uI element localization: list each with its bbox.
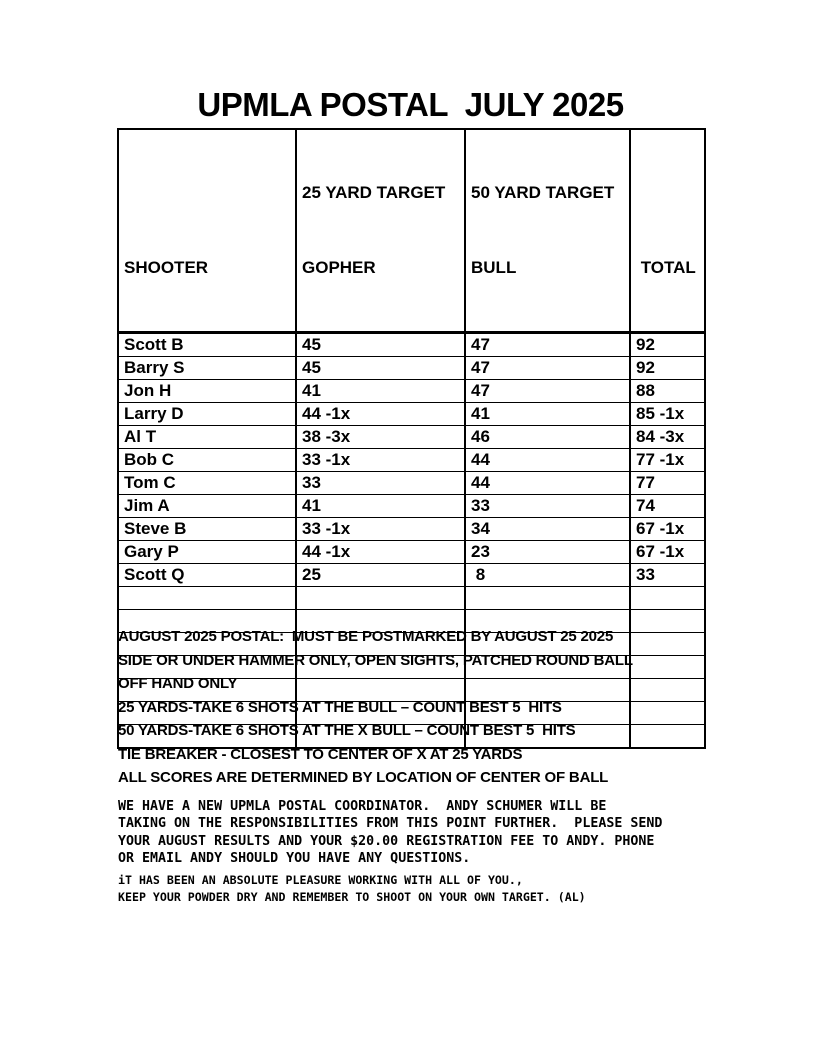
total-cell: 88 (630, 380, 705, 403)
total-cell: 85 -1x (630, 403, 705, 426)
shooter-cell: Gary P (118, 541, 296, 564)
gopher-cell: 33 (296, 472, 465, 495)
shooter-cell: Bob C (118, 449, 296, 472)
empty-cell (296, 587, 465, 610)
table-row (118, 333, 705, 357)
header-line-bottom: SHOOTER (124, 258, 209, 277)
bull-cell: 33 (465, 495, 630, 518)
gopher-cell: 44 -1x (296, 403, 465, 426)
total-cell: 77 (630, 472, 705, 495)
shooter-cell: Scott Q (118, 564, 296, 587)
gopher-cell: 44 -1x (296, 541, 465, 564)
bull-cell: 44 (465, 449, 630, 472)
table-row (118, 472, 705, 495)
empty-cell (465, 587, 630, 610)
bull-cell: 47 (465, 380, 630, 403)
total-cell: 77 -1x (630, 449, 705, 472)
table-row (118, 541, 705, 564)
table-row (118, 564, 705, 587)
table-row (118, 426, 705, 449)
gopher-cell: 45 (296, 333, 465, 357)
total-cell: 92 (630, 333, 705, 357)
coordinator-note-line: WE HAVE A NEW UPMLA POSTAL COORDINATOR. ANDY SCHUMER WILL BE (118, 799, 607, 814)
empty-table-row (118, 587, 705, 610)
gopher-cell: 41 (296, 380, 465, 403)
header-line-top: 25 YARD TARGET (302, 183, 446, 202)
total-cell: 67 -1x (630, 518, 705, 541)
farewell-note-line: KEEP YOUR POWDER DRY AND REMEMBER TO SHOOT ON YOUR OWN TARGET. (AL) (118, 890, 586, 904)
total-cell: 33 (630, 564, 705, 587)
empty-cell (118, 587, 296, 610)
table-row (118, 380, 705, 403)
table-row (118, 357, 705, 380)
table-row (118, 518, 705, 541)
bull-cell: 34 (465, 518, 630, 541)
gopher-cell: 41 (296, 495, 465, 518)
gopher-header-cell (296, 129, 465, 333)
rules-block (118, 625, 808, 790)
gopher-cell: 45 (296, 357, 465, 380)
bull-cell: 8 (465, 564, 630, 587)
coordinator-note-block (118, 798, 808, 867)
score-table-header (118, 129, 705, 333)
bull-cell: 47 (465, 333, 630, 357)
bull-cell: 46 (465, 426, 630, 449)
header-line-bottom: TOTAL (636, 258, 696, 277)
gopher-cell: 33 -1x (296, 518, 465, 541)
table-row (118, 403, 705, 426)
coordinator-note-line: OR EMAIL ANDY SHOULD YOU HAVE ANY QUESTIONS. (118, 850, 471, 866)
shooter-cell: Barry S (118, 357, 296, 380)
farewell-note-line: iT HAS BEEN AN ABSOLUTE PLEASURE WORKING WITH ALL OF YOU., (118, 873, 523, 887)
bull-cell: 41 (465, 403, 630, 426)
bull-cell: 44 (465, 472, 630, 495)
total-cell: 74 (630, 495, 705, 518)
gopher-cell: 38 -3x (296, 426, 465, 449)
shooter-cell: Jon H (118, 380, 296, 403)
total-cell: 67 -1x (630, 541, 705, 564)
table-row (118, 495, 705, 518)
header-row (118, 129, 705, 333)
shooter-cell: Jim A (118, 495, 296, 518)
rules-line: AUGUST 2025 POSTAL: MUST BE POSTMARKED BY AUGUST 25 2025 (118, 628, 614, 645)
shooter-cell: Scott B (118, 333, 296, 357)
bull-cell: 47 (465, 357, 630, 380)
gopher-cell: 25 (296, 564, 465, 587)
shooter-cell: Steve B (118, 518, 296, 541)
coordinator-note-line: TAKING ON THE RESPONSIBILITIES FROM THIS POINT FURTHER. PLEASE SEND (118, 816, 663, 832)
shooter-cell: Larry D (118, 403, 296, 426)
empty-cell (630, 587, 705, 610)
coordinator-note-line: YOUR AUGUST RESULTS AND YOUR $20.00 REGISTRATION FEE TO ANDY. PHONE (118, 833, 655, 849)
rules-line: 50 YARDS-TAKE 6 SHOTS AT THE X BULL – COUNT BEST 5 HITS (118, 722, 576, 739)
gopher-cell: 33 -1x (296, 449, 465, 472)
total-header-cell (630, 129, 705, 333)
shooter-cell: Tom C (118, 472, 296, 495)
rules-line: SIDE OR UNDER HAMMER ONLY, OPEN SIGHTS, PATCHED ROUND BALL (118, 651, 633, 669)
rules-line: TIE BREAKER - CLOSEST TO CENTER OF X AT 25 YARDS (118, 745, 523, 763)
bull-cell: 23 (465, 541, 630, 564)
rules-line: OFF HAND ONLY (118, 675, 238, 692)
total-cell: 92 (630, 357, 705, 380)
farewell-note-block (118, 872, 808, 906)
shooter-cell: Al T (118, 426, 296, 449)
page-title: UPMLA POSTAL JULY 2025 (197, 86, 624, 123)
bull-header-cell (465, 129, 630, 333)
header-line-bottom: GOPHER (302, 258, 376, 277)
rules-line: ALL SCORES ARE DETERMINED BY LOCATION OF CENTER OF BALL (118, 769, 609, 786)
total-cell: 84 -3x (630, 426, 705, 449)
header-line-top: 50 YARD TARGET (471, 183, 615, 202)
header-line-bottom: BULL (471, 258, 517, 277)
rules-line: 25 YARDS-TAKE 6 SHOTS AT THE BULL – COUNT BEST 5 HITS (118, 698, 562, 716)
table-row (118, 449, 705, 472)
shooter-header-cell (118, 129, 296, 333)
